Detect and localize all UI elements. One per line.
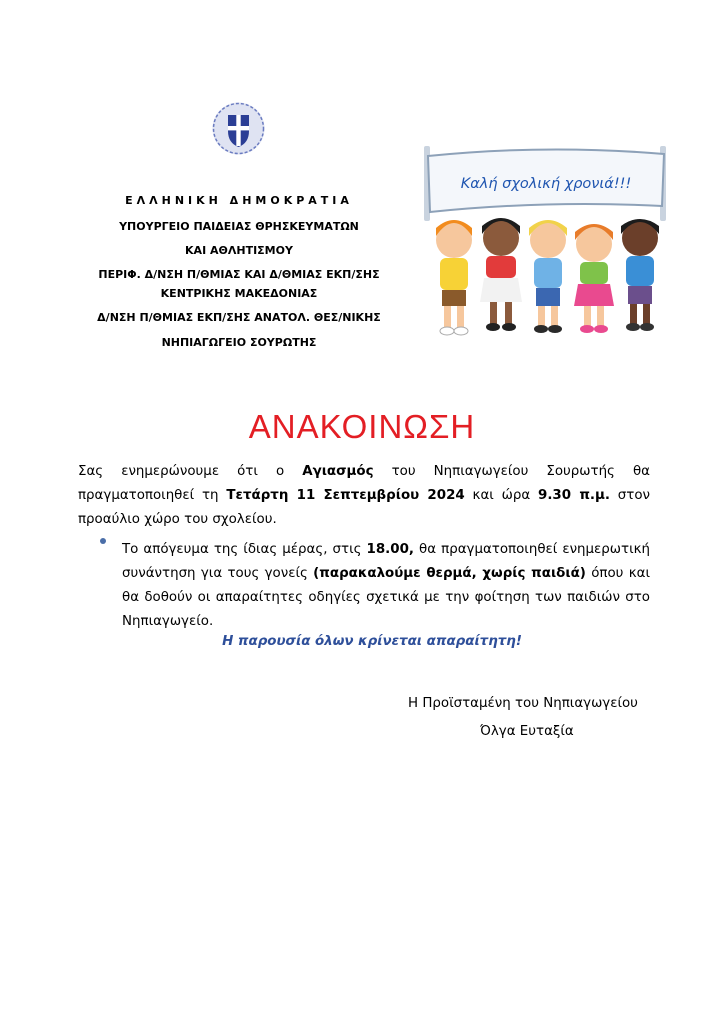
bullet-paragraph: Το απόγευμα της ίδιας μέρας, στις 18.00, θα πραγματοποιηθεί ενημερωτική συνάντηση για τους γονείς (παρακαλούμε θερμά, χωρίς παιδιά) όπου και θα δοθούν οι απαραίτητες οδηγίες σχετικά με την φοίτηση των παιδιών στο Νηπιαγωγείο. [122, 542, 650, 629]
announcement-title: ΑΝΑΚΟΙΝΩΣΗ [248, 408, 476, 445]
intro-paragraph: Σας ενημερώνουμε ότι ο Αγιασμός του Νηπιαγωγείου Σουρωτής θα πραγματοποιηθεί τη Τετάρτη 11 Σεπτεμβρίου 2024 και ώρα 9.30 π.μ. στον προαύλιο χώρο του σχολείου. [78, 464, 650, 527]
header-directorate: Δ/ΝΣΗ Π/ΘΜΙΑΣ ΕΚΠ/ΣΗΣ ΑΝΑΤΟΛ. ΘΕΣ/ΝΙΚΗΣ [97, 311, 381, 324]
header-ministry-line2: ΚΑΙ ΑΘΛΗΤΙΣΜΟΥ [185, 244, 293, 257]
children-banner-illustration [416, 140, 678, 345]
greek-coat-of-arms-logo [211, 101, 266, 156]
signature-role: Η Προϊσταμένη του Νηπιαγωγείου [408, 696, 638, 711]
header-regional-line1: ΠΕΡΙΦ. Δ/ΝΣΗ Π/ΘΜΙΑΣ ΚΑΙ Δ/ΘΜΙΑΣ ΕΚΠ/ΣΗΣ [98, 268, 380, 281]
header-school: ΝΗΠΙΑΓΩΓΕΙΟ ΣΟΥΡΩΤΗΣ [161, 336, 317, 349]
header-country: ΕΛΛΗΝΙΚΗ ΔΗΜΟΚΡΑΤΙΑ [125, 194, 353, 207]
kid-3 [529, 220, 567, 333]
header-ministry-line1: ΥΠΟΥΡΓΕΙΟ ΠΑΙΔΕΙΑΣ ΘΡΗΣΚΕΥΜΑΤΩΝ [119, 220, 359, 233]
bullet-dot-icon [100, 538, 106, 544]
presence-note: Η παρουσία όλων κρίνεται απαραίτητη! [222, 634, 522, 649]
signature-name: Όλγα Ευταξία [480, 724, 574, 739]
header-regional-line2: ΚΕΝΤΡΙΚΗΣ ΜΑΚΕΔΟΝΙΑΣ [160, 287, 318, 300]
kid-2 [480, 218, 522, 331]
kid-5 [621, 219, 659, 331]
kid-4 [574, 224, 614, 333]
kid-1 [436, 220, 472, 335]
banner-text: Καλή σχολική χρονιά!!! [460, 176, 632, 192]
